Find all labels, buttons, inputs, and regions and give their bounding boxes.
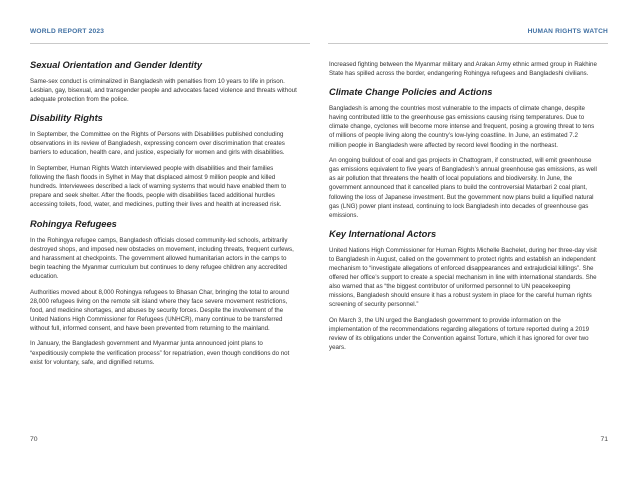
section-heading: Key International Actors xyxy=(329,228,437,239)
page-number-right: 71 xyxy=(600,436,608,443)
right-column xyxy=(329,60,597,361)
paragraph: On March 3, the UN urged the Bangladesh government to provide information on the implementation of the recommendations regarding allegations of torture reported during a 2019 review of its obligations under the Convention against Torture, which it has ignored for over two years. xyxy=(329,316,590,352)
paragraph: In September, the Committee on the Rights of Persons with Disabilities published concluding observations in its review of Bangladesh, expressing concern over discrimination that creates barriers to education, health care, and justice, especially for women and girls with disabilities. xyxy=(30,131,285,157)
paragraph: Authorities moved about 8,000 Rohingya refugees to Bhasan Char, bringing the total to around 28,000 refugees living on the remote silt island where they face severe movement restrictions, food, and medicine shortages, and abuses by security forces. Despite the involvement of the United Nations High Commissioner for Refugees (UNHCR), many continue to be transferred without full, informed consent, and have been prevented from returning to the mainland. xyxy=(30,288,290,332)
paragraph: Same-sex conduct is criminalized in Bangladesh with penalties from 10 years to life in prison. Lesbian, gay, bisexual, and transgender people and advocates faced violence and threats without adequate protection from the police. xyxy=(30,78,297,104)
right-page xyxy=(319,0,638,479)
paragraph: Bangladesh is among the countries most vulnerable to the impacts of climate change, despite having contributed little to the greenhouse gas emissions causing rising temperatures. Due to climate change, cyclones will become more intense and frequent, posing a growing threat to tens of millions of people living along the country’s low-lying coastline. In June, an estimated 7.2 million people in Bangladesh were affected by record level flooding in the northeast. xyxy=(329,105,595,149)
header-divider-right xyxy=(328,43,608,44)
section-heading: Climate Change Policies and Actions xyxy=(329,87,493,98)
section-heading: Disability Rights xyxy=(30,113,103,124)
section-heading: Sexual Orientation and Gender Identity xyxy=(30,60,203,70)
header-divider-left xyxy=(30,43,310,44)
paragraph: Increased fighting between the Myanmar military and Arakan Army ethnic armed group in Rakhine State has spilled across the border, endangering Rohingya refugees and Bangladeshi civilians. xyxy=(329,61,597,78)
paragraph: In the Rohingya refugee camps, Bangladesh officials closed community-led schools, arbitrarily destroyed shops, and imposed new obstacles on movement, including threats, frequent curfews, and harassment at checkpoints. The government allowed humanitarian actors in the camps to begin teaching the Myanmar curriculum but continues to deny refugee children any accredited education. xyxy=(30,236,294,280)
paragraph: In September, Human Rights Watch interviewed people with disabilities and their families following the flash floods in Sylhet in May that displaced almost 9 million people and killed hundreds. Interviewees described a lack of warning systems that would have enabled them to prepare and seek shelter. After the floods, people with disabilities faced additional hurdles accessing toilets, food, water, and medicines, putting their lives and health at increased risk. xyxy=(30,165,287,209)
section-heading: Rohingya Refugees xyxy=(30,218,117,229)
paragraph: In January, the Bangladesh government and Myanmar junta announced joint plans to “expeditiously complete the verification process” for repatriation, even though conditions do not exist for voluntary, safe, and dignified returns. xyxy=(30,340,290,366)
paragraph: An ongoing buildout of coal and gas projects in Chattogram, if constructed, will emit greenhouse gas emissions equivalent to five years of Bangladesh’s annual greenhouse gas emissions, as well as air pollution that threatens the health of local populations and biodiversity. In June, the government announced that it cancelled plans to build the controversial Matarbari 2 coal plant, following the loss of Japanese investment. But the government now plans build a liquified natural gas (LNG) power plant instead, continuing to lock Bangladesh into decades of greenhouse gas emissions. xyxy=(329,157,597,219)
running-head-right: HUMAN RIGHTS WATCH xyxy=(527,28,608,35)
paragraph: United Nations High Commissioner for Human Rights Michelle Bachelet, during her three-day visit to Bangladesh in August, called on the government to protect rights and establish an independent mechanism to “investigate allegations of enforced disappearances and extrajudicial killings”. She offered her office’s support to create a special mechanism in line with international standards. She also warned that as “the biggest contributor of uniformed personnel to UN peacekeeping missions, Bangladesh should ensure it has a robust system in place for the careful human rights screening of security personnel.” xyxy=(329,246,597,309)
section-rohingya-refugees xyxy=(30,219,298,367)
page-number-left: 70 xyxy=(30,436,38,443)
section-disability-rights xyxy=(30,113,298,209)
section-climate-change xyxy=(329,87,597,220)
section-sexual-orientation xyxy=(30,60,298,104)
running-head-left: WORLD REPORT 2023 xyxy=(30,28,105,35)
section-continued xyxy=(329,60,597,78)
left-column xyxy=(30,60,298,376)
section-key-international-actors xyxy=(329,229,597,353)
